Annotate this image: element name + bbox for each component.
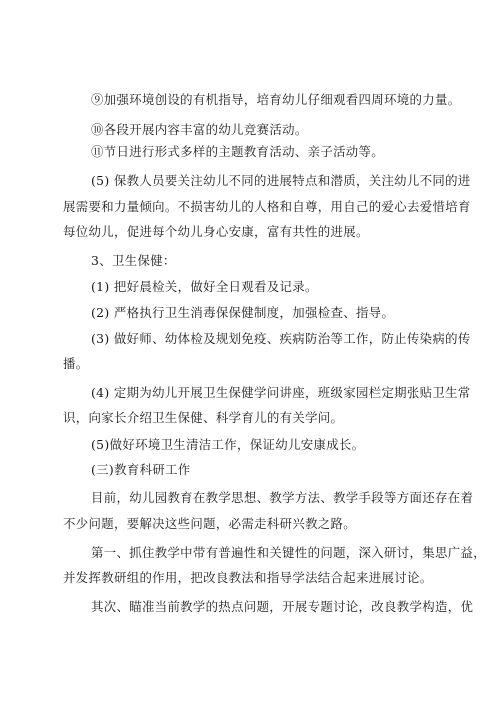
text-line-17: 不少问题，要解决这些问题，必需走科研兴教之路。 [63,516,357,531]
text-line-20: 其次、瞄准当前教学的热点问题，开展专题讨论，改良教学构造，优 [91,599,474,614]
text-line-1: ⑨加强环境创设的有机指导，培育幼儿仔细观看四周环境的力量。 [91,92,461,107]
text-line-12: (4) 定期为幼儿开展卫生保健学问讲座，班级家园栏定期张贴卫生常 [91,385,471,400]
text-line-19: 并发挥教研组的作用，把改良教法和指导学法结合起来进展讨论。 [63,570,433,585]
text-line-14: (5)做好环境卫生清洁工作，保证幼儿安康成长。 [91,437,365,452]
text-line-3: ⑪节日进行形式多样的主题教育活动、亲子活动等。 [91,144,385,159]
text-line-10: (3) 做好师、幼体检及规划免疫、疾病防治等工作，防止传染病的传 [91,331,471,346]
section-heading-research: (三)教育科研工作 [91,462,191,477]
text-line-2: ⑩各段开展内容丰富的幼儿竞赛活动。 [91,122,308,137]
text-line-16: 目前，幼儿园教育在教学思想、教学方法、教学手段等方面还存在着 [91,490,474,505]
text-line-5: 展需要和力量倾向。不损害幼儿的人格和自尊，用自己的爱心去爱惜培育 [63,199,471,214]
text-line-18: 第一、抓住教学中带有普遍性和关键性的问题，深入研讨，集思广益， [91,545,486,560]
section-heading-hygiene: 3、卫生保健： [91,253,176,268]
text-line-9: (2) 严格执行卫生消毒保保健制度，加强检查、指导。 [91,305,395,320]
text-line-4: (5) 保教人员要关注幼儿不同的进展特点和潜质，关注幼儿不同的进 [91,173,471,188]
text-line-13: 识，向家长介绍卫生保健、科学育儿的有关学问。 [63,410,344,425]
text-line-6: 每位幼儿，促进每个幼儿身心安康，富有共性的进展。 [63,224,369,239]
text-line-8: (1) 把好晨检关，做好全日观看及记录。 [91,279,318,294]
text-line-11: 播。 [63,356,89,371]
